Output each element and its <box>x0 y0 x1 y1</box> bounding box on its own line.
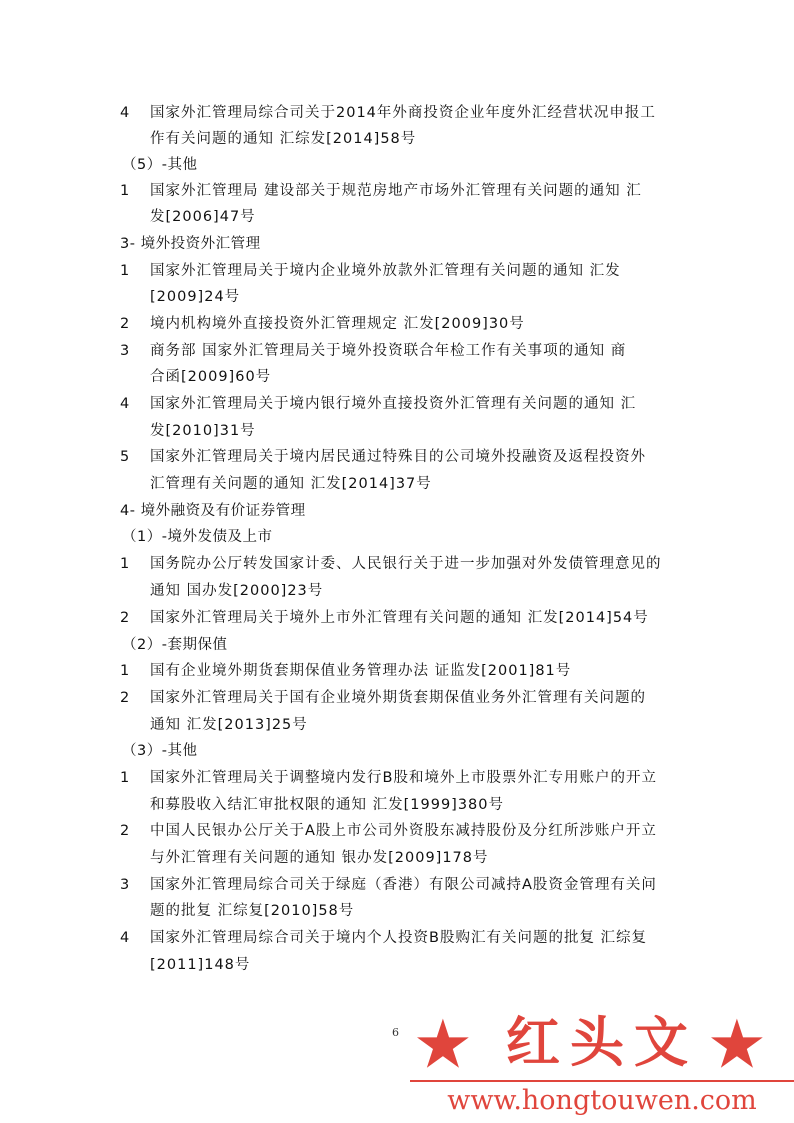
subsection-heading <box>0 632 794 658</box>
item-number: 1 <box>120 556 130 572</box>
list-item <box>0 444 794 470</box>
item-text: 国家外汇管理局综合司关于2014年外商投资企业年度外汇经营状况申报工 <box>150 105 656 121</box>
list-item-continuation <box>0 204 794 230</box>
item-text: 和募股收入结汇审批权限的通知 汇发[1999]380号 <box>150 797 504 813</box>
list-item <box>0 765 794 791</box>
list-item-continuation <box>0 712 794 738</box>
list-item-continuation <box>0 126 794 152</box>
item-text: 国家外汇管理局综合司关于绿庭（香港）有限公司减持A股资金管理有关问 <box>150 877 657 893</box>
item-text: 国家外汇管理局关于境外上市外汇管理有关问题的通知 汇发[2014]54号 <box>150 610 649 626</box>
item-text: 商务部 国家外汇管理局关于境外投资联合年检工作有关事项的通知 商 <box>150 343 627 359</box>
list-item <box>0 872 794 898</box>
list-item <box>0 178 794 204</box>
item-text: 题的批复 汇综复[2010]58号 <box>150 903 355 919</box>
list-item <box>0 391 794 417</box>
item-number: 2 <box>120 610 130 626</box>
list-item-continuation <box>0 952 794 978</box>
page-number: 6 <box>392 1026 399 1039</box>
item-text: 合函[2009]60号 <box>150 369 272 385</box>
item-text: 发[2010]31号 <box>150 423 256 439</box>
list-item-continuation <box>0 792 794 818</box>
item-number: 3 <box>120 877 130 893</box>
item-text: 国有企业境外期货套期保值业务管理办法 证监发[2001]81号 <box>150 663 572 679</box>
section-title: 4- 境外融资及有价证券管理 <box>120 503 306 519</box>
item-text: 国家外汇管理局关于境内企业境外放款外汇管理有关问题的通知 汇发 <box>150 263 621 279</box>
item-text: 国家外汇管理局关于境内居民通过特殊目的公司境外投融资及返程投资外 <box>150 449 646 465</box>
list-item-continuation <box>0 471 794 497</box>
subsection-title: （5）-其他 <box>122 157 198 173</box>
list-item <box>0 311 794 337</box>
star-icon: ★ <box>710 1010 764 1080</box>
list-item <box>0 925 794 951</box>
subsection-title: （1）-境外发债及上市 <box>122 529 273 545</box>
list-item <box>0 258 794 284</box>
section-title: 3- 境外投资外汇管理 <box>120 236 261 252</box>
item-number: 1 <box>120 263 130 279</box>
item-text: 通知 汇发[2013]25号 <box>150 717 308 733</box>
list-item-continuation <box>0 578 794 604</box>
item-text: 国家外汇管理局关于境内银行境外直接投资外汇管理有关问题的通知 汇 <box>150 396 637 412</box>
item-number: 1 <box>120 183 130 199</box>
section-heading <box>0 498 794 524</box>
item-number: 2 <box>120 316 130 332</box>
watermark-logo <box>410 1004 794 1080</box>
watermark-divider <box>410 1080 794 1082</box>
item-number: 3 <box>120 343 130 359</box>
item-text: 国家外汇管理局综合司关于境内个人投资B股购汇有关问题的批复 汇综复 <box>150 930 648 946</box>
list-item <box>0 685 794 711</box>
star-icon: ★ <box>416 1010 470 1080</box>
list-item-continuation <box>0 418 794 444</box>
item-text: [2009]24号 <box>150 289 241 305</box>
list-item-continuation <box>0 845 794 871</box>
item-text: 作有关问题的通知 汇综发[2014]58号 <box>150 131 417 147</box>
list-item-continuation <box>0 284 794 310</box>
item-text: 发[2006]47号 <box>150 209 256 225</box>
list-item-continuation <box>0 364 794 390</box>
item-number: 1 <box>120 663 130 679</box>
list-item <box>0 605 794 631</box>
item-number: 2 <box>120 823 130 839</box>
list-item <box>0 338 794 364</box>
item-number: 4 <box>120 105 130 121</box>
list-item <box>0 818 794 844</box>
item-number: 4 <box>120 930 130 946</box>
list-item-continuation <box>0 898 794 924</box>
subsection-heading <box>0 152 794 178</box>
item-number: 4 <box>120 396 130 412</box>
watermark <box>410 1000 794 1123</box>
item-text: 国家外汇管理局关于调整境内发行B股和境外上市股票外汇专用账户的开立 <box>150 770 657 786</box>
list-item <box>0 551 794 577</box>
item-text: 通知 国办发[2000]23号 <box>150 583 324 599</box>
item-text: 中国人民银办公厅关于A股上市公司外资股东减持股份及分红所涉账户开立 <box>150 823 657 839</box>
item-number: 2 <box>120 690 130 706</box>
section-heading <box>0 231 794 257</box>
list-item <box>0 100 794 126</box>
item-text: 国家外汇管理局关于国有企业境外期货套期保值业务外汇管理有关问题的 <box>150 690 646 706</box>
item-text: 与外汇管理有关问题的通知 银办发[2009]178号 <box>150 850 489 866</box>
watermark-url: www.hongtouwen.com <box>447 1085 757 1116</box>
item-number: 5 <box>120 449 130 465</box>
item-text: 国家外汇管理局 建设部关于规范房地产市场外汇管理有关问题的通知 汇 <box>150 183 642 199</box>
subsection-title: （3）-其他 <box>122 743 198 759</box>
item-text: 国务院办公厅转发国家计委、人民银行关于进一步加强对外发债管理意见的 <box>150 556 662 572</box>
watermark-title: 红头文 <box>506 1010 698 1074</box>
subsection-title: （2）-套期保值 <box>122 637 228 653</box>
subsection-heading <box>0 738 794 764</box>
subsection-heading <box>0 524 794 550</box>
item-text: 汇管理有关问题的通知 汇发[2014]37号 <box>150 476 432 492</box>
item-number: 1 <box>120 770 130 786</box>
item-text: 境内机构境外直接投资外汇管理规定 汇发[2009]30号 <box>150 316 525 332</box>
item-text: [2011]148号 <box>150 957 251 973</box>
list-item <box>0 658 794 684</box>
